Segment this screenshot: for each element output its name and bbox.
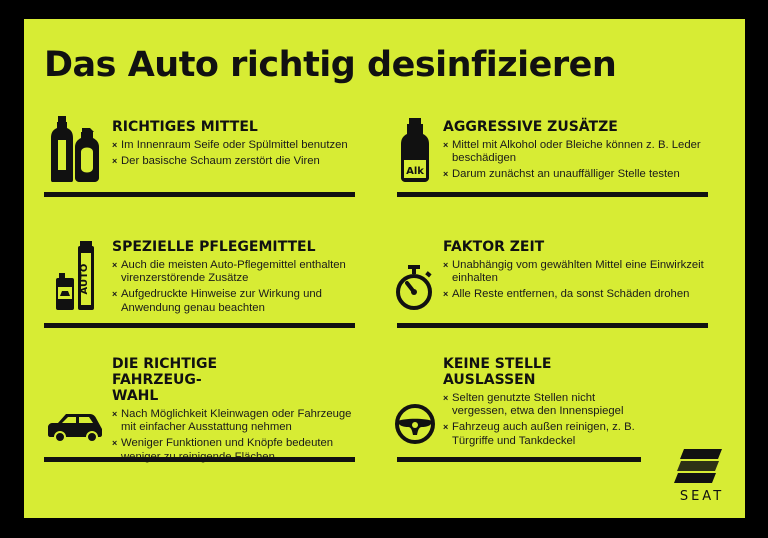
car-icon	[46, 413, 106, 448]
section-heading: RICHTIGES MITTEL	[112, 119, 258, 135]
auto-label: AUTO	[79, 263, 90, 295]
bullet-item: × Selten genutzte Stellen nicht vergessen, etwa den Innenspiegel	[443, 392, 624, 418]
section-heading: FAKTOR ZEIT	[443, 239, 545, 255]
car-care-products-icon	[56, 241, 102, 316]
bullet-item: × Fahrzeug auch außen reinigen, z. B. Türgriffe und Tankdeckel	[443, 421, 635, 447]
seat-logo	[664, 447, 740, 505]
bullet-x-icon: ×	[443, 393, 449, 403]
bullet-item: × Unabhängig vom gewählten Mittel eine Einwirkzeit einhalten	[443, 259, 704, 285]
poster-title: Das Auto richtig desinfizieren	[44, 45, 617, 85]
section-heading: SPEZIELLE PFLEGEMITTEL	[112, 239, 316, 255]
section-divider	[44, 457, 355, 462]
bullet-x-icon: ×	[443, 260, 449, 270]
section-aggressive-zusaetze	[443, 119, 713, 185]
bullet-item: × Im Innenraum Seife oder Spülmittel benutzen	[112, 139, 348, 151]
section-heading: AGGRESSIVE ZUSÄTZE	[443, 119, 618, 135]
bullet-item: × Alle Reste entfernen, da sonst Schäden drohen	[443, 288, 690, 301]
bullet-x-icon: ×	[112, 140, 118, 150]
section-heading: KEINE STELLE AUSLASSEN	[443, 356, 552, 388]
bullet-x-icon: ×	[112, 260, 118, 270]
bullet-item: × Der basische Schaum zerstört die Viren	[112, 155, 320, 168]
section-divider	[397, 192, 708, 197]
bullet-item: × Darum zunächst an unauffälliger Stelle testen	[443, 168, 680, 181]
alcohol-bottle-icon	[400, 118, 430, 187]
bullet-item: × Aufgedruckte Hinweise zur Wirkung und Anwendung genau beachten	[112, 288, 322, 314]
bullet-x-icon: ×	[443, 289, 449, 300]
bullet-item: × Mittel mit Alkohol oder Bleiche können z. B. Leder beschädigen	[443, 139, 701, 165]
section-divider	[397, 323, 708, 328]
section-richtiges-mittel	[112, 119, 357, 171]
bullet-x-icon: ×	[443, 422, 449, 433]
seat-wordmark: SEAT	[679, 489, 725, 504]
seat-logo-icon	[664, 447, 740, 487]
section-divider	[44, 192, 355, 197]
bullet-x-icon: ×	[112, 289, 118, 300]
bullet-item: × Nach Möglichkeit Kleinwagen oder Fahrzeuge mit einfacher Ausstattung nehmen	[112, 408, 352, 434]
section-keine-stelle-auslassen	[443, 356, 653, 451]
section-heading: DIE RICHTIGE FAHRZEUG-WAHL	[112, 356, 218, 404]
section-richtige-fahrzeug-wahl	[112, 356, 357, 467]
section-spezielle-pflegemittel	[112, 239, 357, 318]
bullet-x-icon: ×	[443, 140, 449, 150]
section-divider	[44, 323, 355, 328]
bullet-item: × Weniger Funktionen und Knöpfe bedeuten	[112, 437, 334, 450]
bullet-x-icon: ×	[443, 169, 449, 180]
bullet-item: × Auch die meisten Auto-Pflegemittel enthalten virenzerstörende Zusätze	[112, 259, 346, 285]
bullet-x-icon: ×	[112, 156, 118, 167]
section-divider	[397, 457, 641, 462]
cleaning-bottles-icon	[50, 116, 102, 187]
steering-wheel-icon	[394, 403, 436, 450]
infographic-poster	[24, 19, 745, 518]
stopwatch-icon	[394, 265, 436, 316]
bullet-x-icon: ×	[112, 438, 118, 449]
bullet-x-icon: ×	[112, 409, 118, 419]
alk-label: Alk	[406, 166, 424, 177]
section-faktor-zeit	[443, 239, 713, 305]
